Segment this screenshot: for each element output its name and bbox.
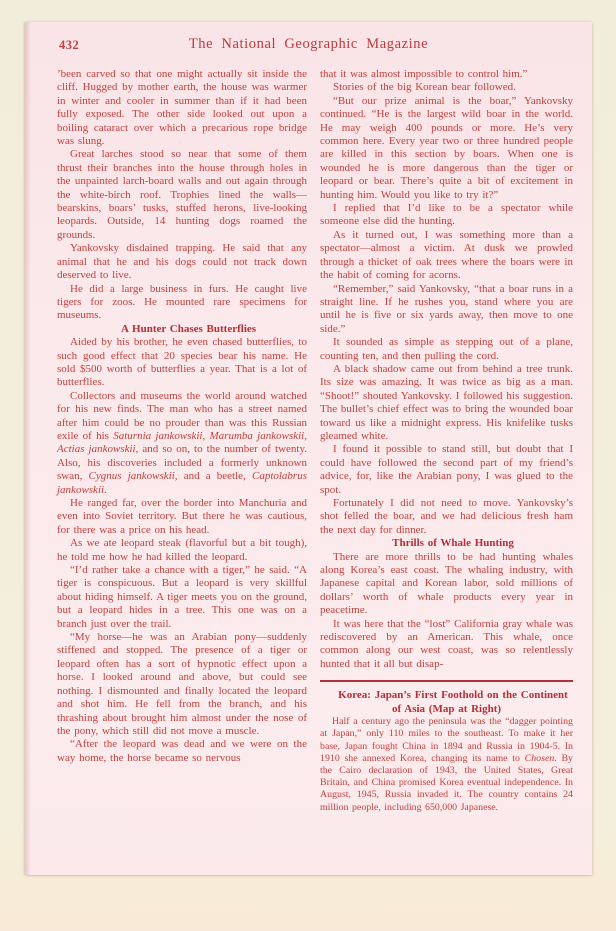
korea-footnote-box: [320, 680, 573, 813]
paragraph: Aided by his brother, he even chased butterflies, to such good effect that 20 species bear his name. He sold $500 worth of butterflies a year. That is a lot of butterflies.: [57, 336, 307, 389]
paragraph: A black shadow came out from behind a tree trunk. Its size was amazing. It was twice as big as a man. “Shoot!” shouted Yankovsky. I followed his suggestion. The bullet’s chief effect was to bring the wounded boar toward us like a midnight express. His knifelike tusks gleamed white.: [320, 362, 573, 442]
magazine-page: [25, 22, 592, 875]
paragraph: It sounded as simple as stepping out of a plane, counting ten, and then pulling the cord.: [320, 336, 573, 362]
korea-footnote-text: Half a century ago the peninsula was the “dagger pointing at Japan,” only 110 miles to the southeast. To make it her base, Japan fought China in 1894 and Russia in 1904-5. In 1910 she annexed Korea, changing its name to Chosen. By the Cairo declaration of 1943, the United States, Great Britain, and China promised Korea eventual independence. In August, 1945, Russia invaded it. The country contains 24 million people, including 650,000 Japanese.: [320, 716, 573, 813]
page-number: 432: [59, 38, 80, 52]
paragraph: He did a large business in furs. He caught live tigers for zoos. He mounted rare specimens for museums.: [57, 282, 307, 322]
page-header: [25, 36, 592, 56]
korea-footnote-heading: Korea: Japan’s First Foothold on the Continent of Asia (Map at Right): [338, 689, 568, 715]
text-columns: [57, 68, 573, 814]
magazine-title: The National Geographic Magazine: [188, 36, 429, 52]
paragraph: Yankovsky disdained trapping. He said that any animal that he and his dogs could not track down deserved to live.: [57, 242, 307, 282]
right-column: [320, 68, 573, 814]
paragraph: Fortunately I did not need to move. Yankovsky’s shot felled the boar, and we had delicious fresh ham the next day for dinner.: [320, 497, 573, 536]
paragraph: As it turned out, I was something more than a spectator—almost a victim. At dusk we prowled through a thicket of oak trees where the boars were in the habit of coming for acorns.: [320, 228, 573, 282]
paragraph: There are more thrills to be had hunting whales along Korea’s east coast. The whaling industry, with Japanese capital and Korean labor, sold millions of dollars’ worth of whale products every year in peacetime.: [320, 550, 573, 617]
paragraph: Great larches stood so near that some of them thrust their branches into the house through holes in the unpainted larch-board walls and out again through the white-birch roof. Trophies lined the walls—bearskins, boars’ tusks, stuffed herons, live-looking leopards. Outside, 14 hunting dogs roamed the grounds.: [57, 148, 307, 241]
footnote-rule: [320, 680, 573, 682]
paragraph: “After the leopard was dead and we were on the way home, the horse became so nervous: [57, 738, 307, 764]
paragraph: I found it possible to stand still, but doubt that I could have followed the second part of my friend’s advice, for, like the Arabian pony, I was glued to the spot.: [320, 443, 573, 496]
section-heading-thrills-of-whale-hunting: Thrills of Whale Hunting: [392, 537, 514, 550]
paragraph: that it was almost impossible to control him.”: [320, 68, 528, 80]
paragraph: “Remember,” said Yankovsky, “that a boar runs in a straight line. If he rushes you, stand where you are until he is five or six yards away, then move to one side.”: [320, 282, 573, 335]
paragraph: Stories of the big Korean bear followed.: [333, 81, 516, 94]
paragraph: He ranged far, over the border into Manchuria and even into Soviet territory. But there he was cautious, for there was a price on his head.: [57, 497, 307, 536]
paragraph: I replied that I’d like to be a spectator while someone else did the hunting.: [320, 202, 573, 228]
section-heading-hunter-chases-butterflies: A Hunter Chases Butterflies: [120, 322, 257, 335]
left-column: [57, 68, 307, 814]
paragraph: It was here that the “lost” California gray whale was rediscovered by an American. This whale, once common along our west coast, was so relentlessly hunted that it all but disap-: [320, 617, 573, 670]
paragraph: “My horse—he was an Arabian pony—suddenly stiffened and stopped. The presence of a tiger or leopard often has a sort of hypnotic effect upon a horse. I looked around and above, but could see nothing. I dismounted and finally located the leopard and shot him. He fell from the branch, and his thrashing about brought him almost under the nose of the pony, which still did not move a muscle.: [57, 631, 307, 737]
paragraph: “I’d rather take a chance with a tiger,” he said. “A tiger is conspicuous. But a leopard is very skillful about hiding himself. A tiger meets you on the ground, but a leopard hides in a tree. This one was on a branch just over the trail.: [57, 564, 307, 630]
paragraph: ’been carved so that one might actually sit inside the cliff. Hugged by mother earth, the house was warmer in winter and cooler in summer than if it had been fully exposed. The other side looked out upon a boiling cataract over which a precarious rope bridge was slung.: [57, 68, 307, 148]
paragraph: “But our prize animal is the boar,” Yankovsky continued. “He is the largest wild boar in the world. He may weigh 400 pounds or more. He’s very common here. Every year two or three hundred people are killed in this section by boars. When one is wounded he is more dangerous than the tiger or leopard or bear. There’s quite a bit of excitement in hunting him. Would you like to try it?”: [320, 94, 573, 201]
paragraph-species-names: Collectors and museums the world around watched for his new finds. The man who has a street named after him could be no prouder than was this Russian exile of his Saturnia jankowskii, Marumba jankowskii, Actias jankowskii, and so on, to the number of twenty. Also, his discoveries included a formerly unknown swan, Cygnus jankowskii, and a beetle, Captolabrus jankowskii.: [57, 389, 307, 496]
paragraph: As we ate leopard steak (flavorful but a bit tough), he told me how he had killed the leopard.: [57, 537, 307, 563]
